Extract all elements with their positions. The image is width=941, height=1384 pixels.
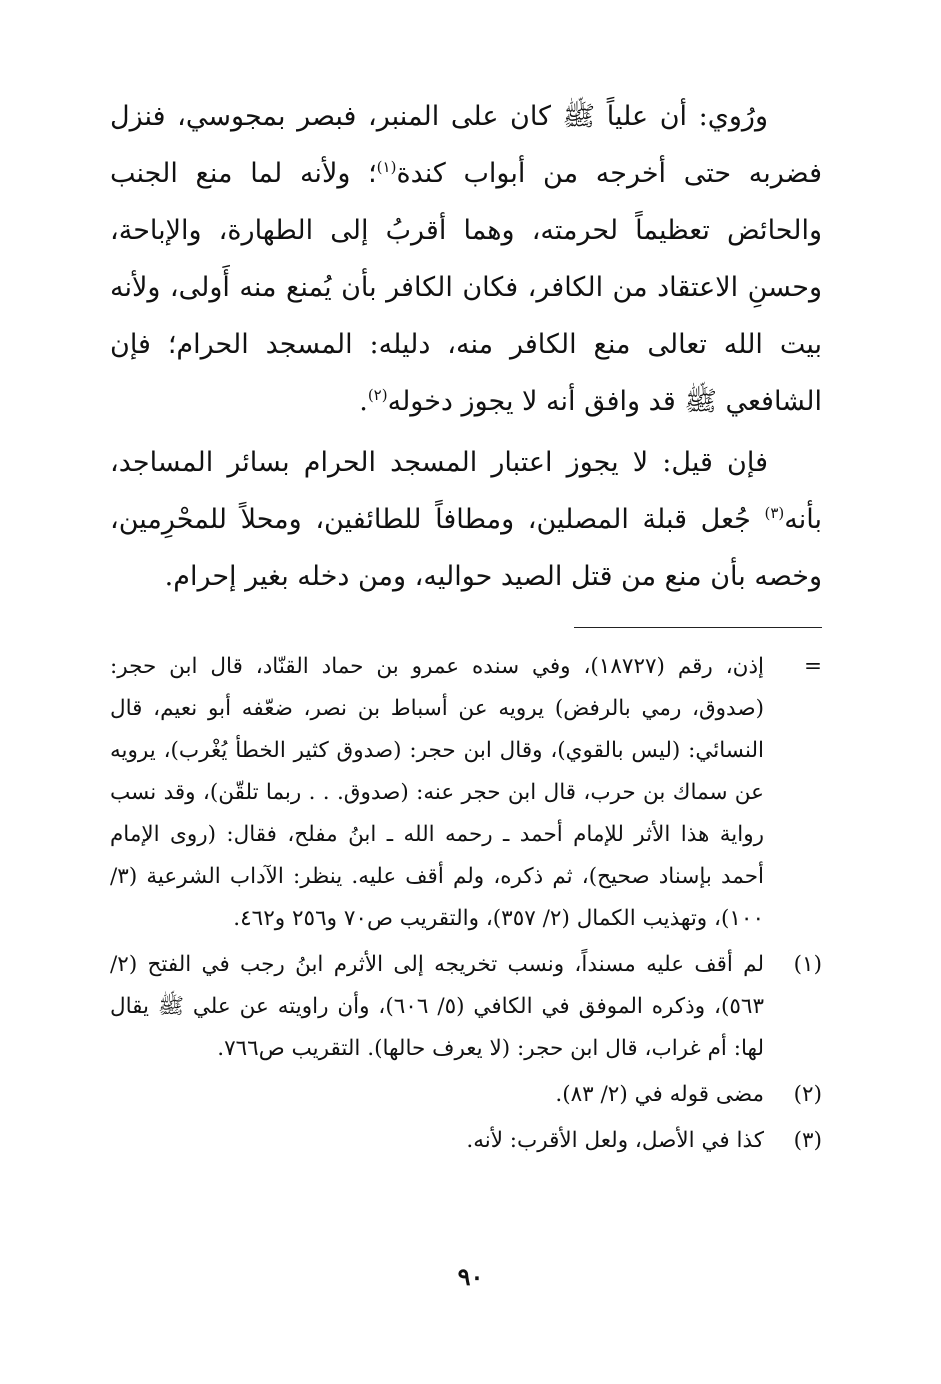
footnote-ref-3[interactable]: (٣) — [764, 504, 785, 522]
footnote-text: لم أقف عليه مسنداً، ونسب تخريجه إلى الأثرم ابنُ رجب في الفتح (٢/ ٥٦٣)، وذكره الموفق في الكافي (٥/ ٦٠٦)، وأن راويته عن علي ﷺ يقال لها: أم غراب، قال ابن حجر: (لا يعرف حالها). التقريب ص٧٦٦. — [110, 952, 764, 1061]
text-segment: فإن قيل: لا يجوز اعتبار المسجد الحرام بسائر المساجد، بأنه — [110, 447, 822, 535]
footnote-ref-2[interactable]: (٢) — [367, 386, 388, 404]
footnote-text: كذا في الأصل، ولعل الأقرب: لأنه. — [466, 1128, 764, 1153]
footnote-separator — [574, 627, 822, 628]
text-segment: ورُوي: أن علياً ﷺ كان على المنبر، فبصر بمجوسي، فنزل فضربه حتى أخرجه من أبواب كندة — [110, 101, 822, 189]
text-segment: . — [359, 386, 368, 417]
paragraph-2 — [110, 434, 822, 605]
footnotes-section — [110, 646, 822, 1162]
paragraph-1 — [110, 88, 822, 430]
footnote-3 — [110, 1120, 822, 1162]
footnote-continued — [110, 646, 822, 940]
text-segment: جُعل قبلة المصلين، ومطافاً للطائفين، ومحلاً للمحْرِمين، وخصه بأن منع من قتل الصيد حواليه، ومن دخله بغير إحرام. — [110, 504, 822, 592]
footnote-marker: = — [803, 654, 822, 679]
footnote-marker: (١) — [793, 952, 822, 977]
footnote-1 — [110, 944, 822, 1070]
footnote-text: إذن، رقم (١٨٧٢٧)، وفي سنده عمرو بن حماد القنّاد، قال ابن حجر: (صدوق، رمي بالرفض) يرويه عن أسباط بن نصر، ضعّفه أبو نعيم، قال النسائي: (ليس بالقوي)، وقال ابن حجر: (صدوق كثير الخطأ يُغْرب)، يرويه عن سماك بن حرب، قال ابن حجر عنه: (صدوق. . . ربما تلقّن)، وقد نسب رواية هذا الأثر للإمام أحمد ـ رحمه الله ـ ابنُ مفلح، فقال: (روى الإمام أحمد بإسناد صحيح)، ثم ذكره، ولم أقف عليه. ينظر: الآداب الشرعية (٣/ ١٠٠)، وتهذيب الكمال (٢/ ٣٥٧)، والتقريب ص٧٠ و٢٥٦ و٤٦٢. — [110, 654, 764, 931]
main-text — [110, 88, 822, 605]
footnote-marker: (٢) — [793, 1082, 822, 1107]
text-segment: ؛ ولأنه لما منع الجنب والحائض تعظيماً لحرمته، وهما أقربُ إلى الطهارة، والإباحة، وحسنِ الاعتقاد من الكافر، فكان الكافر بأن يُمنع منه أَولى، ولأنه بيت الله تعالى منع الكافر منه، دليله: المسجد الحرام؛ فإن الشافعي ﷺ قد وافق أنه لا يجوز دخوله — [110, 158, 822, 417]
footnote-2 — [110, 1074, 822, 1116]
footnote-marker: (٣) — [793, 1128, 822, 1153]
page-content — [110, 88, 822, 1166]
page-number: ٩٠ — [457, 1262, 484, 1291]
footnote-text: مضى قوله في (٢/ ٨٣). — [555, 1082, 764, 1107]
footnote-ref-1[interactable]: (١) — [376, 158, 397, 176]
